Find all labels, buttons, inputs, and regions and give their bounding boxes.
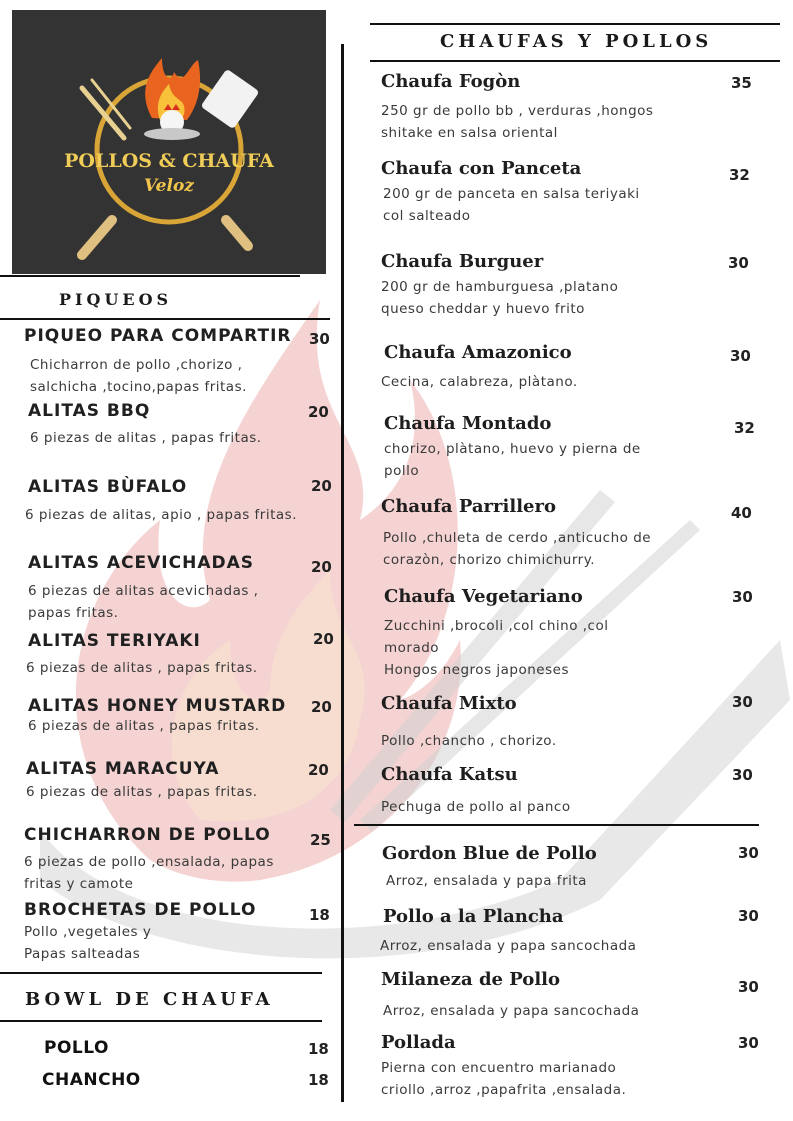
item-price: 20 (313, 630, 334, 648)
item-name: ALITAS MARACUYA (26, 759, 220, 779)
item-description: 6 piezas de alitas , papas fritas. (26, 660, 258, 676)
item-description: Arroz, ensalada y papa sancochada (383, 1003, 640, 1019)
item-description: 6 piezas de pollo ,ensalada, papas fritas y camote (24, 854, 274, 892)
item-name: CHICHARRON DE POLLO (24, 825, 271, 845)
item-name: ALITAS BBQ (28, 401, 151, 421)
item-price: 30 (732, 693, 753, 711)
item-name: Milaneza de Pollo (381, 969, 560, 990)
item-price: 30 (728, 254, 749, 272)
item-price: 20 (308, 403, 329, 421)
section-title-piqueos: PIQUEOS (59, 290, 173, 309)
item-name: Chaufa con Panceta (381, 158, 582, 179)
item-price: 30 (738, 907, 759, 925)
item-name: CHANCHO (42, 1070, 141, 1090)
item-price: 30 (732, 766, 753, 784)
item-description: Pollo ,chuleta de cerdo ,anticucho de corazòn, chorizo chimichurry. (383, 530, 652, 568)
item-description: 200 gr de panceta en salsa teriyaki col salteado (383, 186, 640, 224)
item-name: Chaufa Mixto (381, 693, 517, 714)
item-price: 30 (732, 588, 753, 606)
piqueos-underline (0, 318, 330, 320)
logo-underline (0, 275, 300, 277)
logo-emblem (12, 10, 326, 274)
item-name: Pollada (381, 1032, 456, 1053)
item-name: Chaufa Montado (384, 413, 552, 434)
item-description: Cecina, calabreza, plàtano. (381, 374, 578, 390)
item-name: Pollo a la Plancha (383, 906, 564, 927)
item-description: Arroz, ensalada y papa sancochada (380, 938, 637, 954)
item-description: Pollo ,chancho , chorizo. (381, 733, 557, 749)
item-price: 18 (308, 1040, 329, 1058)
item-name: ALITAS BÙFALO (28, 477, 188, 497)
item-price: 25 (310, 831, 331, 849)
item-price: 18 (308, 1071, 329, 1089)
logo-title: POLLOS & CHAUFA (64, 150, 274, 172)
item-price: 20 (311, 477, 332, 495)
item-price: 30 (738, 844, 759, 862)
bowl-top-rule (0, 972, 322, 974)
item-name: Chaufa Fogòn (381, 71, 521, 92)
item-price: 18 (309, 906, 330, 924)
chaufas-top-rule (370, 23, 780, 25)
item-price: 20 (308, 761, 329, 779)
item-price: 30 (738, 1034, 759, 1052)
item-price: 20 (311, 558, 332, 576)
item-description: 6 piezas de alitas acevichadas , papas fritas. (28, 583, 259, 621)
item-description: 200 gr de hamburguesa ,platano queso cheddar y huevo frito (381, 279, 619, 317)
logo-subtitle: Veloz (144, 176, 194, 196)
item-name: Chaufa Amazonico (384, 342, 572, 363)
item-name: PIQUEO PARA COMPARTIR (24, 326, 292, 346)
item-name: BROCHETAS DE POLLO (24, 900, 257, 920)
item-price: 35 (731, 74, 752, 92)
bowl-bottom-rule (0, 1020, 322, 1022)
item-name: POLLO (44, 1038, 109, 1058)
item-price: 32 (734, 419, 755, 437)
item-description: Chicharron de pollo ,chorizo , salchicha ,tocino,papas fritas. (30, 357, 247, 395)
column-divider (341, 44, 344, 1102)
item-description: chorizo, plàtano, huevo y pierna de pollo (384, 441, 641, 479)
item-price: 30 (309, 330, 330, 348)
section-title-bowl: BOWL DE CHAUFA (25, 989, 274, 1010)
item-name: Chaufa Parrillero (381, 496, 556, 517)
item-description: 6 piezas de alitas , papas fritas. (28, 718, 260, 734)
item-description: Pierna con encuentro marianado criollo ,arroz ,papafrita ,ensalada. (381, 1060, 627, 1098)
item-description: Pollo ,vegetales y Papas salteadas (24, 924, 152, 962)
item-name: Chaufa Burguer (381, 251, 544, 272)
item-description: Zucchini ,brocoli ,col chino ,col morado Hongos negros japoneses (384, 618, 609, 678)
item-name: ALITAS ACEVICHADAS (28, 553, 255, 573)
item-name: ALITAS TERIYAKI (28, 631, 201, 651)
item-price: 30 (738, 978, 759, 996)
item-price: 30 (730, 347, 751, 365)
item-description: 6 piezas de alitas , papas fritas. (26, 784, 258, 800)
item-name: ALITAS HONEY MUSTARD (28, 696, 287, 716)
item-name: Gordon Blue de Pollo (382, 843, 597, 864)
item-price: 40 (731, 504, 752, 522)
item-description: 6 piezas de alitas, apio , papas fritas. (25, 507, 297, 523)
section-title-chaufas: CHAUFAS Y POLLOS (440, 31, 713, 52)
item-description: 250 gr de pollo bb , verduras ,hongos shitake en salsa oriental (381, 103, 654, 141)
item-price: 20 (311, 698, 332, 716)
item-price: 32 (729, 166, 750, 184)
item-description: Arroz, ensalada y papa frita (386, 873, 587, 889)
item-description: 6 piezas de alitas , papas fritas. (30, 430, 262, 446)
pollos-divider (354, 824, 759, 826)
item-name: Chaufa Katsu (381, 764, 518, 785)
restaurant-logo (12, 10, 326, 274)
chaufas-underline (370, 60, 780, 62)
item-description: Pechuga de pollo al panco (381, 799, 571, 815)
item-name: Chaufa Vegetariano (384, 586, 583, 607)
